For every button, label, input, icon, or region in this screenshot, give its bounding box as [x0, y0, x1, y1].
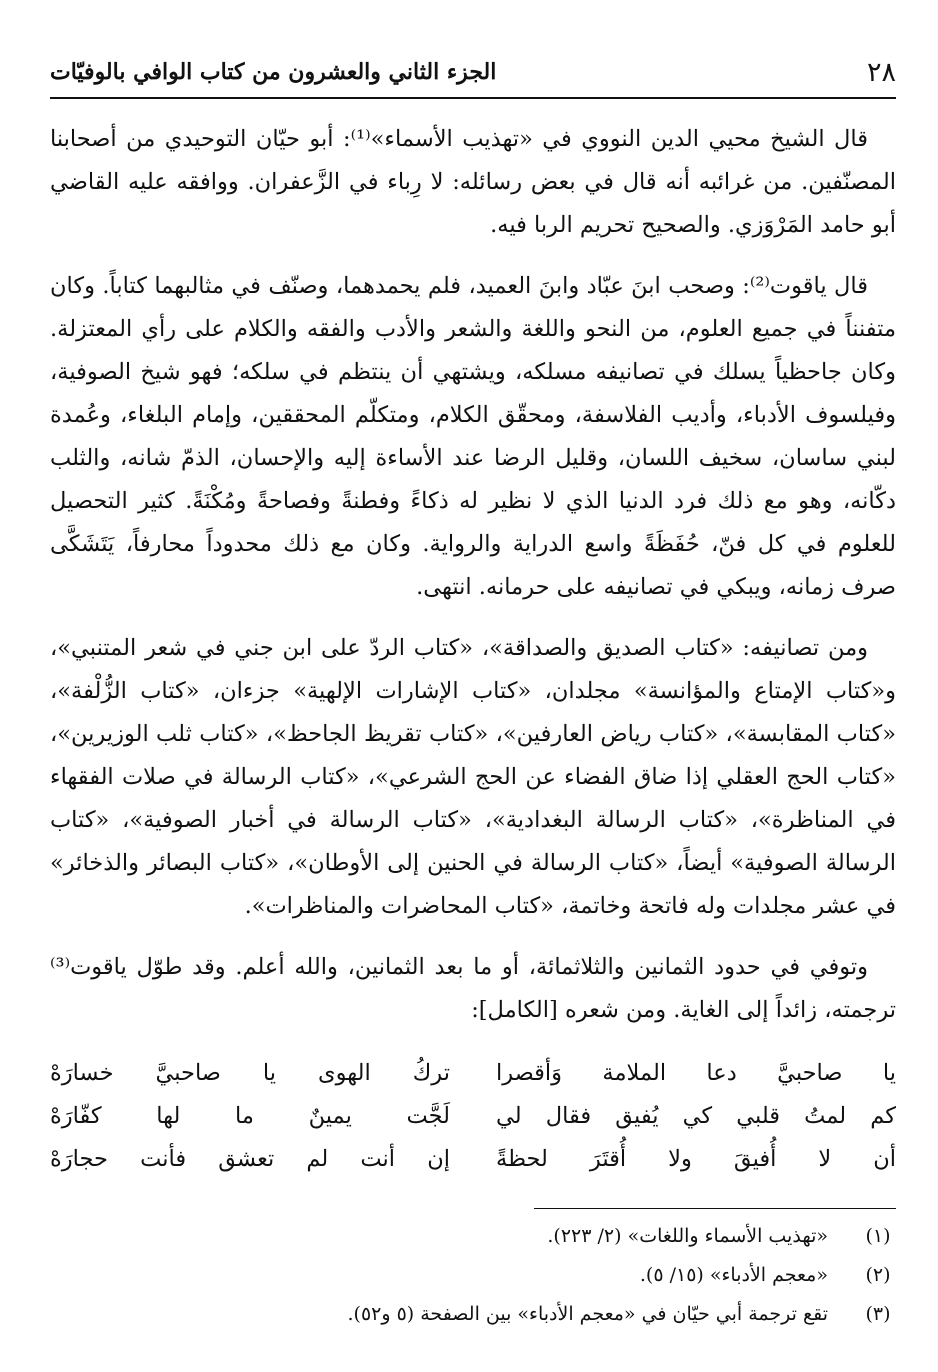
footnote	[50, 1296, 896, 1335]
poem-verse	[50, 1146, 896, 1189]
paragraph-death: وتوفي في حدود الثمانين والثلاثمائة، أو ما بعد الثمانين، والله أعلم. وقد طوّل ياقوت⁽³⁾ ترجمته، زائداً إلى الغاية. ومن شعره [الكامل]:	[50, 954, 896, 1023]
poem-hemistich-first: أن لا أُفيقَ ولا أُقتَرَ لحظةً	[496, 1146, 896, 1172]
footnote	[50, 1218, 896, 1257]
poem-verse	[50, 1103, 896, 1146]
paragraph-works-list: ومن تصانيفه: «كتاب الصديق والصداقة»، «كتاب الردّ على ابن جني في شعر المتنبي»، و«كتاب الإمتاع والمؤانسة» مجلدان، «كتاب الإشارات الإلهية» جزءان، «كتاب الزُّلْفة»، «كتاب المقابسة»، «كتاب رياض العارفين»، «كتاب تقريظ الجاحظ»، «كتاب ثلب الوزيرين»، «كتاب الحج العقلي إذا ضاق الفضاء عن الحج الشرعي»، «كتاب الرسالة في صلات الفقهاء في المناظرة»، «كتاب الرسالة البغدادية»، «كتاب الرسالة في أخبار الصوفية»، «كتاب الرسالة الصوفية» أيضاً، «كتاب الرسالة في الحنين إلى الأوطان»، «كتاب البصائر والذخائر» في عشر مجلدات وله فاتحة وخاتمة، «كتاب المحاضرات والمناظرات».	[50, 635, 896, 919]
paragraph-yaqut-quote: قال ياقوت⁽²⁾: وصحب ابنَ عبّاد وابنَ العميد، فلم يحمدهما، وصنّف في مثالبهما كتاباً. وكان متفنناً في جميع العلوم، من النحو واللغة والشعر والأدب والفقه والكلام على رأي المعتزلة. وكان جاحظياً يسلك في تصانيفه مسلكه، ويشتهي أن ينتظم في سلكه؛ فهو شيخ الصوفية، وفيلسوف الأدباء، وأديب الفلاسفة، ومحقّق الكلام، ومتكلّم المحققين، وإمام البلغاء، وعُمدة لبني ساسان، سخيف اللسان، وقليل الرضا عند الأساءة إليه والإحسان، الذمّ شانه، والثلب دكّانه، وهو مع ذلك فرد الدنيا الذي لا نظير له ذكاءً وفطنةً وفصاحةً ومُكْنَةً. كثير التحصيل للعلوم في كل فنّ، حُفَظَةً واسع الدراية والرواية. وكان مع ذلك محدوداً محارفاً، يَتَشَكَّى صرف زمانه، ويبكي في تصانيفه على حرمانه. انتهى.	[50, 273, 896, 600]
poem	[50, 1060, 896, 1189]
poem-hemistich-second: لَجَّت يمينٌ ما لها كفّارَهْ	[50, 1103, 450, 1129]
footnote-text: «تهذيب الأسماء واللغات» (٢/ ٢٢٣).	[547, 1225, 828, 1247]
paragraph-nawawi-quote: قال الشيخ محيي الدين النووي في «تهذيب الأسماء»⁽¹⁾: أبو حيّان التوحيدي من أصحابنا المصنّفين. من غرائبه أنه قال في بعض رسائله: لا رِباء في الزَّعفران. ووافقه عليه القاضي أبو حامد المَرْوَزي. والصحيح تحريم الربا فيه.	[50, 126, 896, 238]
poem-verse	[50, 1060, 896, 1103]
poem-hemistich-second: تركُ الهوى يا صاحبيَّ خسارَهْ	[50, 1060, 450, 1086]
footnote-number: (٣)	[865, 1303, 891, 1325]
poem-hemistich-first: كم لمتُ قلبي كي يُفيق فقال لي	[496, 1103, 896, 1129]
footnote-divider	[534, 1208, 896, 1209]
poem-hemistich-first: يا صاحبيَّ دعا الملامة وَأقصرا	[496, 1060, 896, 1086]
footnote-number: (١)	[865, 1225, 891, 1247]
footnotes	[50, 1218, 896, 1335]
page-number: ٢٨	[866, 57, 896, 88]
running-title: الجزء الثاني والعشرون من كتاب الوافي بالوفيّات	[50, 59, 497, 85]
footnote-text: «معجم الأدباء» (١٥/ ٥).	[639, 1264, 828, 1286]
poem-hemistich-second: إن أنت لم تعشق فأنت حجارَهْ	[50, 1146, 450, 1172]
main-text	[50, 118, 896, 1032]
footnote-number: (٢)	[865, 1264, 891, 1286]
page-header	[50, 55, 896, 99]
footnote	[50, 1257, 896, 1296]
footnote-text: تقع ترجمة أبي حيّان في «معجم الأدباء» بين الصفحة (٥ و٥٢).	[347, 1303, 828, 1325]
